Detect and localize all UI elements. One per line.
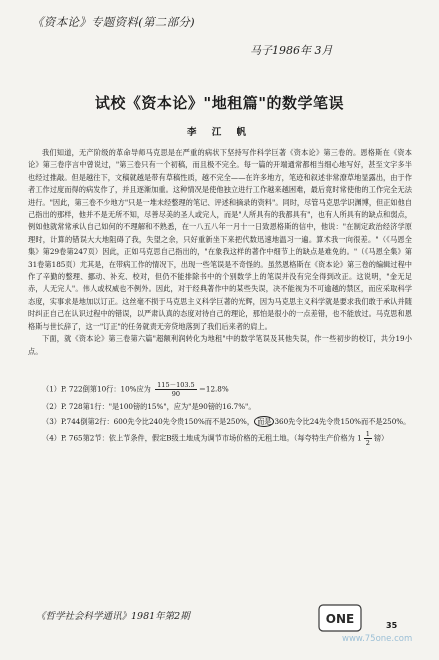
journal-source-note: 《哲学社会科学通讯》1981年第2期 — [36, 611, 190, 622]
article-author: 李 江 帆 — [186, 127, 253, 138]
handwritten-date-note: 马子1986年 3月 — [250, 44, 333, 57]
article-title: 试校《资本论》"地租篇"的数学笔误 — [94, 94, 345, 112]
body-paragraph-1: 我们知道，无产阶级的革命导师马克思是在严重的病状下坚持写作科学巨著《资本论》第三卷的。恩格斯在《资本论》第三卷序言中曾说过，"第三卷只有一个初稿，而且极不完全。每一篇的开端通常都相当细心地写好，甚至文字多半也经过推敲。但是越往下，文稿就越是带有草稿性质，越不完全——在许多地方，笔迹和叙述非常潦草地显露出，由于作者工作过度而得的病发作了，并且逐渐加重。这种情况是使他独立进行工作越来越困难，最后竟时常使他的工作完全无法进行。"因此，第三卷不少地方"只是一堆未经整理的笔记、评述和摘录的资料"。同时，尽管马克思学识渊博，但正如他自己指出的那样，他并不是无所不知，尽善尽美的圣人或完人，而是"人所具有的我都具有"，也有人所具有的缺点和弱点，例如他就常常承认自己如何的不理解和不熟悉，在一八五八年一月十一日致恩格斯的信中，他说："在制定政治经济学原理时，计算的错误大大地阻碍了我，失望之余，只好重新坐下来把代数迅速地温习一遍。算术我一向很差。"（《马恩全集》第29卷第247页）因此，正如马克思自己指出的，"在象我这样的著作中细节上的缺点是难免的。"（《马恩全集》第31卷第185页）尤其是，在带病工作的情况下，出现一些笔误是不奇怪的。虽然恩格斯在《资本论》第三卷的编辑过程中作了辛勤的整理、挪动、补充、校对，但仍不能排除书中的个别数学上的笔误并没有完全得到改正。这说明，"金无足赤，人无完人"。伟人或权威也不例外。因此，对于经典著作中的某些失误，决不能视为不可逾越的禁区，而应采取科学态度，实事求是地加以订正。这丝毫不损于马克思主义科学巨著的光辉，因为马克思主义科学就是要求我们敢于承认并随时纠正自己在认识过程中的错误，以严肃认真的态度对待自己的理论，那怕是很小的一点差错，也不能放过。马克思和恩格斯与世长辞了，这一"订正"的任务就责无旁贷地落到了我们后来者的肩上。 — [28, 148, 412, 331]
article-body — [28, 147, 412, 358]
correction-item-2: （2）P. 728第1行："是100镑的15%"，应为"是90镑的16.7%"。 — [42, 402, 256, 411]
body-paragraph-2: 下面，就《资本论》第三卷第六篇"超额利润转化为地租"中的数学笔误及其他失误，作一些初步的校订，共分19小点。 — [28, 334, 412, 356]
correction-list — [28, 381, 412, 449]
page-number: 35 — [386, 621, 398, 630]
logo-text: ONE — [325, 612, 355, 626]
fraction: $\frac{1}{2}$ — [365, 430, 370, 447]
circled-annotation: 而是 — [254, 416, 274, 427]
correction-item-4: （4）P. 765第2节：依上节条件，假定B级土地成为调节市场价格的无租土地。（每夸特生产价格为 1 $\frac{1}{2}$ 镑） — [42, 430, 389, 447]
fraction: $\frac{115-103.5}{90}$ — [157, 381, 195, 398]
site-logo-icon — [318, 604, 362, 632]
correction-item-1: （1）P. 722倒第10行：10%应为 $\frac{115-103.5}{90}$ ＝12.8% — [42, 381, 229, 398]
watermark-url: www.75one.com — [342, 634, 413, 644]
handwritten-top-note: 《资本论》专题资料(第二部分) — [32, 15, 195, 29]
correction-item-3: （3）P.744倒第2行：600先令比240先令贵150%而不是250%， 而是 360先令比24先令贵150%而不是250%。 — [42, 417, 411, 426]
